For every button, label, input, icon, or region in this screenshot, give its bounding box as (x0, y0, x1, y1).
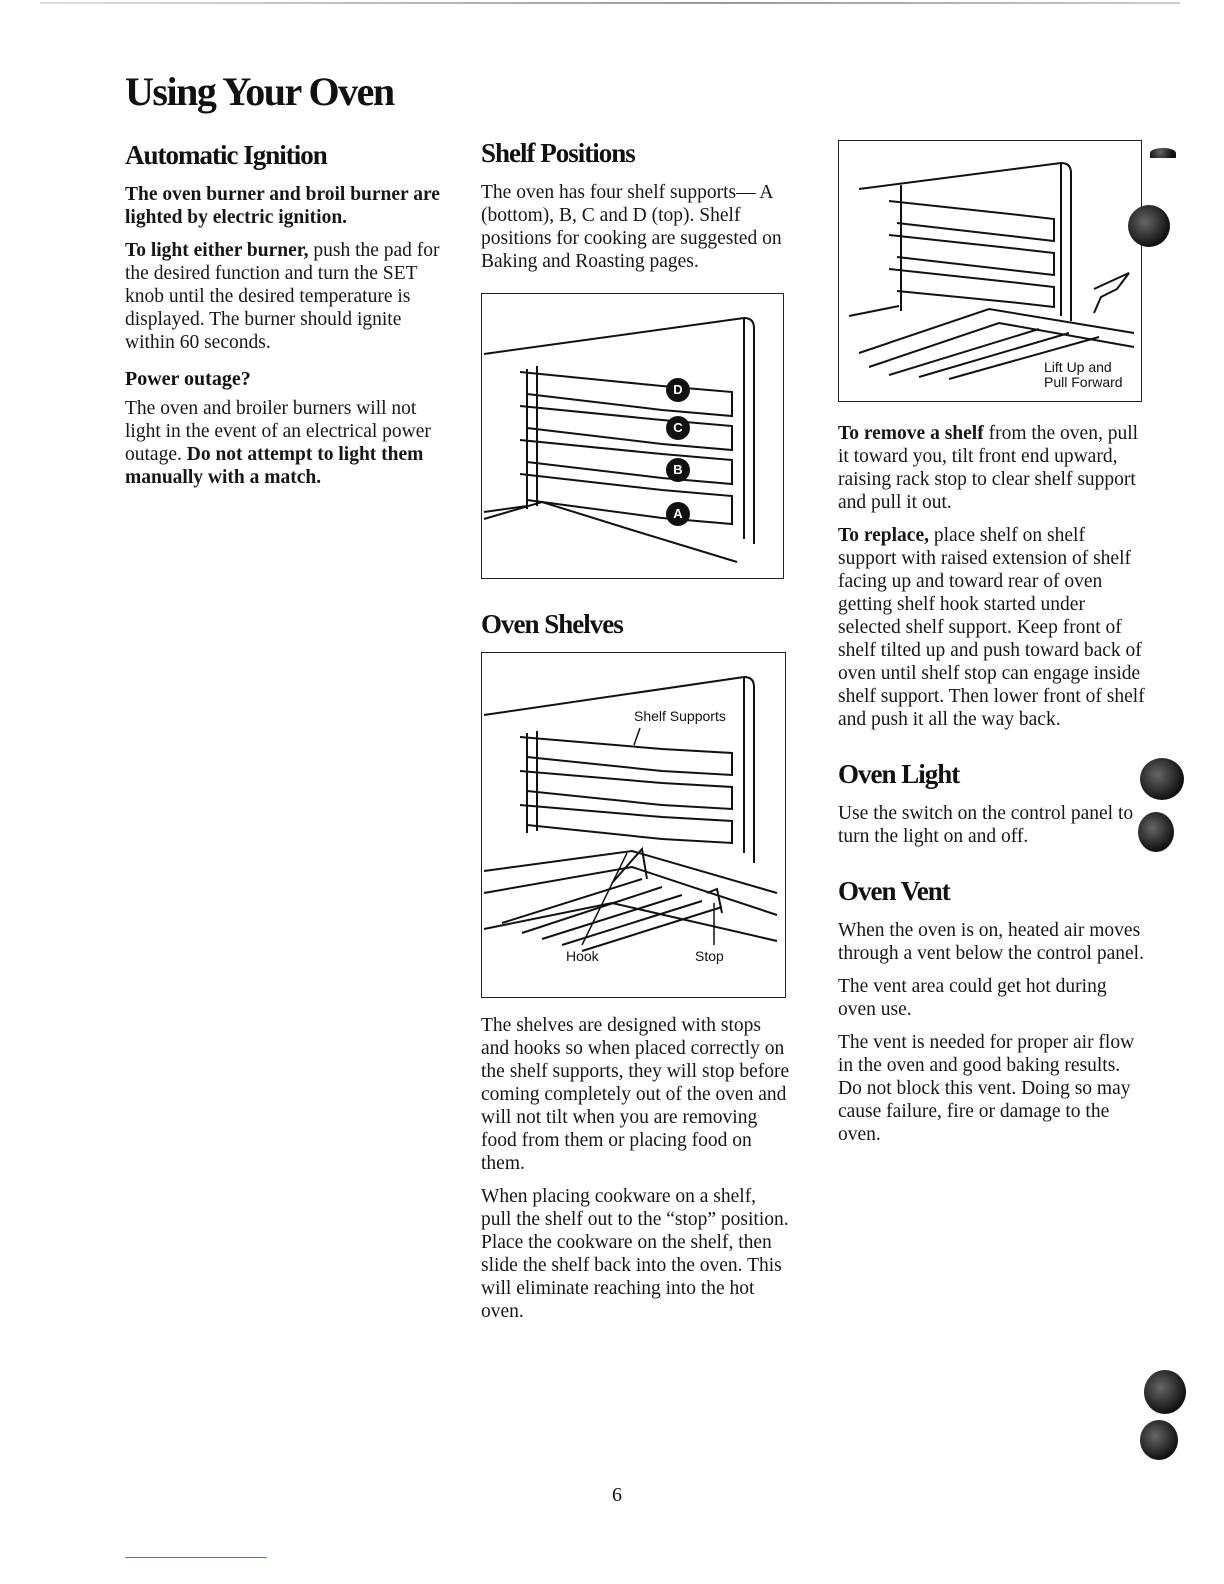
shelves-paragraph-2: When placing cookware on a shelf, pull the shelf out to the “stop” position. Place the cookware on the shelf, then slide the shelf back into the oven. This will eliminate reaching into the hot oven. (481, 1186, 789, 1322)
power-outage-warning: Do not attempt to light them manually with a match. (125, 444, 424, 488)
power-outage-heading: Power outage? (125, 368, 251, 390)
shelf-marker-d (666, 378, 690, 402)
power-outage-paragraph (125, 397, 445, 489)
lift-up-label-line1: Lift Up and (1044, 359, 1112, 375)
oven-light-heading: Oven Light (838, 759, 960, 789)
oven-shelves-heading: Oven Shelves (481, 609, 623, 639)
binder-hole-5 (1140, 1420, 1178, 1460)
replace-shelf-lead: To replace, (838, 525, 929, 546)
shelf-positions-illustration (482, 294, 783, 578)
oven-vent-paragraph-1: When the oven is on, heated air moves through a vent below the control panel. (838, 920, 1144, 964)
page-title: Using Your Oven (125, 69, 394, 114)
automatic-ignition-heading: Automatic Ignition (125, 140, 327, 170)
binder-hole-1 (1128, 205, 1170, 247)
binder-hole-3 (1138, 812, 1174, 852)
oven-light-text: Use the switch on the control panel to turn the light on and off. (838, 803, 1134, 847)
remove-shelf-section (838, 140, 1148, 1156)
automatic-ignition-section (125, 140, 445, 499)
light-burner-paragraph (125, 239, 445, 354)
shelf-supports-label: Shelf Supports (634, 708, 726, 724)
light-burner-text: push the pad for the desired function and turn the SET knob until the desired temperature is displayed. The burner should ignite within 60 seconds. (125, 240, 440, 353)
lift-up-label (1044, 360, 1123, 390)
shelf-marker-b-label: B (673, 462, 683, 477)
scan-top-edge (40, 2, 1180, 4)
remove-shelf-paragraph (838, 422, 1148, 514)
shelf-positions-figure (481, 293, 784, 579)
stop-label: Stop (695, 948, 724, 964)
shelf-marker-a-label: A (673, 506, 683, 521)
oven-vent-heading: Oven Vent (838, 876, 950, 906)
oven-shelves-illustration (482, 653, 785, 997)
shelves-paragraph-1: The shelves are designed with stops and hooks so when placed correctly on the shelf supports, they will stop before coming completely out of the oven and will not tilt when you are removing food from them or placing food on them. (481, 1015, 790, 1174)
oven-vent-paragraph-3: The vent is needed for proper air flow in the oven and good baking results. Do not block this vent. Doing so may cause failure, fire or damage to the oven. (838, 1032, 1135, 1145)
hook-label: Hook (566, 948, 599, 964)
light-burner-lead: To light either burner, (125, 240, 309, 261)
binder-mark-1 (1150, 148, 1176, 158)
binder-hole-4 (1144, 1370, 1186, 1414)
shelf-marker-d-label: D (673, 382, 683, 397)
replace-shelf-text: place shelf on shelf support with raised extension of shelf facing up and toward rear of oven getting shelf hook started under selected shelf support. Keep front of shelf tilted up and push toward back of oven until shelf stop can engage inside shelf support. Then lower front of shelf and push it all the way back. (838, 525, 1145, 730)
remove-shelf-lead: To remove a shelf (838, 423, 984, 444)
lift-up-label-line2: Pull Forward (1044, 374, 1123, 390)
shelf-marker-c (666, 416, 690, 440)
footer-rule (125, 1557, 267, 1558)
page-number: 6 (612, 1484, 622, 1506)
remove-shelf-text: from the oven, pull it toward you, tilt front end upward, raising rack stop to clear shelf support and pull it out. (838, 423, 1139, 513)
replace-shelf-paragraph (838, 524, 1148, 731)
shelf-section (481, 138, 791, 1333)
shelf-positions-text: The oven has four shelf supports— A (bottom), B, C and D (top). Shelf positions for cooking are suggested on Baking and Roasting pages. (481, 182, 782, 272)
shelf-marker-b (666, 458, 690, 482)
binder-hole-2 (1140, 758, 1184, 800)
oven-shelves-figure (481, 652, 786, 998)
shelf-marker-a (666, 502, 690, 526)
oven-vent-paragraph-2: The vent area could get hot during oven use. (838, 976, 1107, 1020)
shelf-positions-heading: Shelf Positions (481, 138, 635, 168)
ignition-intro: The oven burner and broil burner are lighted by electric ignition. (125, 184, 440, 228)
remove-shelf-figure (838, 140, 1142, 402)
power-outage-text: The oven and broiler burners will not light in the event of an electrical power outage. (125, 398, 431, 465)
shelf-marker-c-label: C (673, 420, 683, 435)
